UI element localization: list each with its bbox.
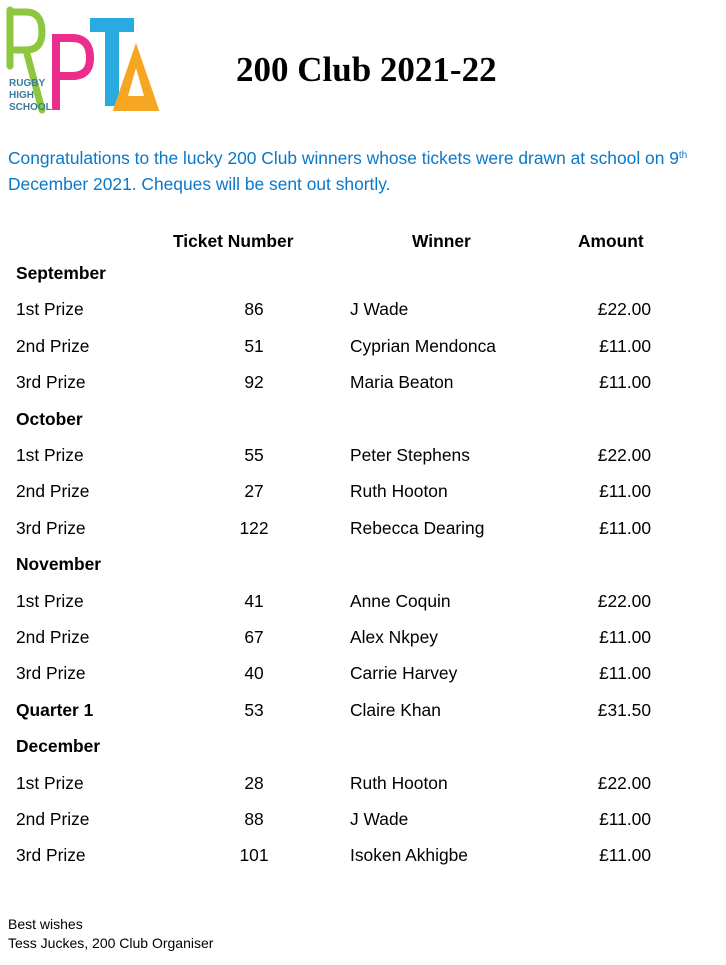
prize-label: Quarter 1 <box>16 700 94 720</box>
winner-name: Ruth Hooton <box>350 773 448 793</box>
ticket-number: 27 <box>244 481 264 501</box>
page-title: 200 Club 2021-22 <box>236 50 497 89</box>
prize-label: 2nd Prize <box>16 809 90 829</box>
month-heading-row <box>0 406 726 432</box>
winner-name: Isoken Akhigbe <box>350 845 468 865</box>
prize-row <box>0 806 726 832</box>
logo-letter-t-stem <box>105 18 119 106</box>
prize-row <box>0 442 726 468</box>
ticket-number: 53 <box>244 700 264 720</box>
winner-name: Carrie Harvey <box>350 663 458 683</box>
month-heading-row <box>0 733 726 759</box>
prize-row <box>0 770 726 796</box>
prize-amount: £22.00 <box>597 773 651 793</box>
ticket-number: 41 <box>244 591 264 611</box>
prize-row <box>0 333 726 359</box>
prize-label: 3rd Prize <box>16 845 86 865</box>
winner-name: Rebecca Dearing <box>350 518 485 538</box>
winner-name: J Wade <box>350 299 409 319</box>
ticket-number: 88 <box>244 809 264 829</box>
prize-label: 2nd Prize <box>16 627 90 647</box>
ticket-number: 55 <box>244 445 264 465</box>
prize-amount: £11.00 <box>599 809 651 829</box>
prize-label: 1st Prize <box>16 591 84 611</box>
prize-row <box>0 515 726 541</box>
logo-school-line-1: RUGBY <box>9 78 46 89</box>
prize-amount: £31.50 <box>597 700 651 720</box>
prize-amount: £22.00 <box>597 445 651 465</box>
prize-amount: £22.00 <box>597 299 651 319</box>
winner-name: Alex Nkpey <box>350 627 438 647</box>
ticket-number: 122 <box>239 518 269 538</box>
prize-amount: £11.00 <box>599 663 651 683</box>
intro-sup: th <box>678 150 688 161</box>
month-heading-row <box>0 551 726 577</box>
logo-school-line-2: HIGH <box>9 90 34 101</box>
month-name: December <box>16 736 101 756</box>
prize-amount: £11.00 <box>599 845 651 865</box>
rpta-logo <box>6 6 162 118</box>
prize-label: 2nd Prize <box>16 481 90 501</box>
prize-label: 3rd Prize <box>16 518 86 538</box>
month-name: November <box>16 554 102 574</box>
prize-row <box>0 624 726 650</box>
winner-name: Ruth Hooton <box>350 481 448 501</box>
winner-name: Cyprian Mendonca <box>350 336 496 356</box>
prize-row <box>0 660 726 686</box>
closing-greeting: Best wishes <box>8 916 83 932</box>
prize-amount: £11.00 <box>599 627 651 647</box>
month-name: September <box>16 263 106 283</box>
prize-row <box>0 478 726 504</box>
prize-row <box>0 842 726 868</box>
month-name: October <box>16 409 83 429</box>
winner-name: Maria Beaton <box>350 372 454 392</box>
prize-amount: £11.00 <box>599 481 651 501</box>
prize-label: 3rd Prize <box>16 372 86 392</box>
prize-label: 1st Prize <box>16 445 84 465</box>
prize-row <box>0 697 726 723</box>
ticket-number: 51 <box>244 336 264 356</box>
closing-signature: Tess Juckes, 200 Club Organiser <box>8 935 214 951</box>
intro-text <box>8 145 724 197</box>
prize-amount: £11.00 <box>599 372 651 392</box>
month-heading-row <box>0 260 726 286</box>
prize-label: 3rd Prize <box>16 663 86 683</box>
prize-label: 1st Prize <box>16 773 84 793</box>
ticket-number: 86 <box>244 299 264 319</box>
winner-name: Anne Coquin <box>350 591 451 611</box>
ticket-number: 40 <box>244 663 264 683</box>
prize-amount: £11.00 <box>599 518 651 538</box>
prize-label: 1st Prize <box>16 299 84 319</box>
prize-row <box>0 369 726 395</box>
logo-school-line-3: SCHOOL <box>9 102 52 113</box>
prize-amount: £11.00 <box>599 336 651 356</box>
prize-label: 2nd Prize <box>16 336 90 356</box>
header-amount: Amount <box>578 231 644 251</box>
prize-amount: £22.00 <box>597 591 651 611</box>
logo-letter-p <box>56 34 90 110</box>
ticket-number: 28 <box>244 773 264 793</box>
ticket-number: 101 <box>239 845 269 865</box>
ticket-number: 67 <box>244 627 264 647</box>
prize-row <box>0 588 726 614</box>
winner-name: Peter Stephens <box>350 445 470 465</box>
header-ticket-number: Ticket Number <box>173 231 294 251</box>
header-winner: Winner <box>412 231 471 251</box>
intro-before: Congratulations to the lucky 200 Club winners whose tickets were drawn at school on 9 <box>8 148 679 168</box>
prize-row <box>0 296 726 322</box>
winner-name: Claire Khan <box>350 700 441 720</box>
winner-name: J Wade <box>350 809 409 829</box>
ticket-number: 92 <box>244 372 264 392</box>
closing <box>8 915 213 953</box>
intro-after: December 2021. Cheques will be sent out shortly. <box>8 174 391 194</box>
